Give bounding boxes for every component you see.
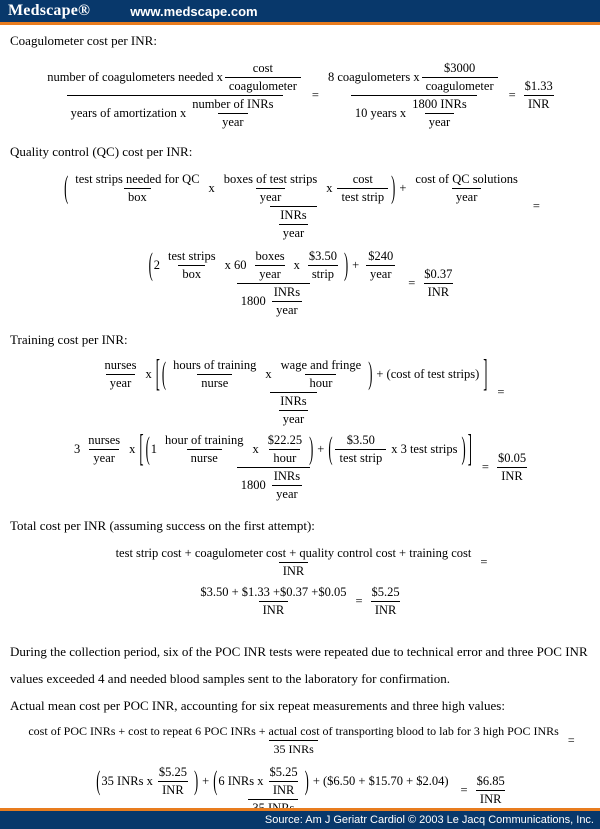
fraction xyxy=(337,172,388,205)
fraction-denominator: year xyxy=(106,374,136,391)
qc-formula-numeric xyxy=(10,249,590,318)
equals-sign: = xyxy=(532,199,540,213)
fraction-numerator: cost xyxy=(352,172,373,186)
fraction-denominator xyxy=(237,467,310,502)
fraction-numerator: $3.50 xyxy=(308,249,337,263)
total-formula-numeric xyxy=(10,585,590,618)
fraction-numerator: cost of QC solutions xyxy=(415,172,518,186)
plus-sign: + xyxy=(352,258,360,272)
fraction xyxy=(266,765,302,798)
result-fraction xyxy=(368,585,404,618)
fraction xyxy=(101,358,141,391)
fraction xyxy=(95,352,493,427)
fraction-denominator: strip xyxy=(308,265,338,282)
footer-bar xyxy=(0,811,600,829)
fraction xyxy=(270,285,304,318)
fraction-denominator: INR xyxy=(524,95,554,112)
fraction-denominator: year xyxy=(366,265,396,282)
heading-total: Total cost per INR (assuming success on the first attempt): xyxy=(10,518,315,533)
times-term: x 3 test strips xyxy=(391,442,458,456)
left-bracket: [ xyxy=(155,352,160,396)
equals-sign: = xyxy=(355,594,363,608)
fraction-numerator: number of INRs xyxy=(192,97,274,111)
fraction-numerator xyxy=(70,427,477,471)
fraction-denominator xyxy=(270,206,316,241)
fraction xyxy=(155,765,191,798)
fraction-denominator: coagulometer xyxy=(422,77,498,94)
fraction-numerator: test strip cost + coagulometer cost + quality control cost + training cost xyxy=(115,546,472,560)
heading-training: Training cost per INR: xyxy=(10,332,128,347)
fraction-denominator: year xyxy=(279,410,309,427)
fraction xyxy=(305,249,341,282)
fraction-numerator: nurses xyxy=(104,358,137,372)
fraction xyxy=(251,249,288,282)
fraction xyxy=(276,394,310,427)
times-sign: x xyxy=(293,258,300,272)
equals-sign: = xyxy=(480,555,488,569)
fraction-numerator: $5.25 xyxy=(269,765,298,779)
coefficient: 1 xyxy=(150,442,157,456)
plus-sign: + xyxy=(202,774,210,788)
fraction-numerator xyxy=(324,61,504,95)
fraction-denominator: year xyxy=(218,113,248,130)
fraction-denominator: year xyxy=(255,265,285,282)
fraction-denominator: INR xyxy=(259,601,289,618)
formula-text: years of amortization x xyxy=(70,106,187,120)
fraction-denominator: year xyxy=(256,188,286,205)
fraction-numerator xyxy=(59,172,528,206)
left-paren: ( xyxy=(148,247,153,283)
source-attribution: Source: Am J Geriatr Cardiol © 2003 Le Jacq Communications, Inc. xyxy=(264,814,594,826)
fraction xyxy=(276,208,310,241)
fraction xyxy=(144,249,404,318)
footer xyxy=(0,808,600,829)
fraction xyxy=(220,172,321,205)
fraction-denominator: year xyxy=(452,188,482,205)
equals-sign: = xyxy=(481,460,489,474)
left-paren: ( xyxy=(328,431,333,467)
fraction-denominator: INR xyxy=(371,601,401,618)
fraction xyxy=(196,585,350,618)
site-url[interactable]: www.medscape.com xyxy=(130,3,258,19)
body-paragraph: During the collection period, six of the POC INR tests were repeated due to technical error and three POC INR values exceeded 4 and needed blood samples sent to the laboratory for confirmation. xyxy=(10,644,588,686)
fraction xyxy=(59,172,528,241)
right-paren: ) xyxy=(368,356,373,392)
left-paren: ( xyxy=(145,431,150,467)
plus-sign: + xyxy=(317,442,325,456)
fraction-denominator: box xyxy=(124,188,151,205)
right-paren: ) xyxy=(304,765,309,797)
fraction-denominator: year xyxy=(89,449,119,466)
result-fraction xyxy=(521,79,557,112)
times-sign: x xyxy=(208,181,215,195)
heading-actual-mean-cost: Actual mean cost per POC INR, accounting for six repeat measurements and three high values: xyxy=(10,698,505,713)
plus-sign: + xyxy=(399,181,407,195)
fraction xyxy=(277,358,366,391)
fraction-numerator: $1.33 xyxy=(524,79,553,93)
fraction-numerator: $0.37 xyxy=(424,267,453,281)
right-paren: ) xyxy=(193,765,199,797)
formula-text: 35 INRs x xyxy=(101,774,153,788)
fraction-numerator: $240 xyxy=(368,249,394,263)
fraction-denominator: nurse xyxy=(187,449,222,466)
equals-sign: = xyxy=(497,385,505,399)
fraction-numerator: wage and fringe xyxy=(280,358,362,372)
fraction xyxy=(112,546,476,579)
fraction-denominator: 35 INRs xyxy=(269,740,317,757)
times-sign: x xyxy=(145,367,152,381)
fraction-numerator: hours of training xyxy=(173,358,257,372)
right-bracket: ] xyxy=(467,427,472,471)
fraction-denominator: INR xyxy=(497,467,527,484)
times-sign: x 60 xyxy=(224,258,247,272)
fraction-numerator xyxy=(144,249,404,283)
right-paren: ) xyxy=(461,431,466,467)
medscape-logo: Medscape® xyxy=(8,2,91,19)
fraction-denominator: INR xyxy=(279,562,309,579)
equals-sign: = xyxy=(460,783,468,797)
plus-term: + ($6.50 + $15.70 + $2.04) xyxy=(312,774,449,788)
fraction-denominator: test strip xyxy=(337,188,388,205)
fraction xyxy=(188,97,277,130)
fraction xyxy=(422,61,498,94)
fraction xyxy=(225,61,301,94)
fraction-numerator: INRs xyxy=(280,208,307,222)
fraction-denominator: INR xyxy=(476,790,506,807)
fraction-denominator: INR xyxy=(424,283,454,300)
fraction-denominator: year xyxy=(272,301,302,318)
coefficient: 1800 xyxy=(240,294,266,308)
fraction-numerator: INRs xyxy=(280,394,307,408)
right-paren: ) xyxy=(344,247,349,283)
equals-sign: = xyxy=(311,88,319,102)
formula-text: 8 coagulometers x xyxy=(327,70,420,84)
coagulometer-formula xyxy=(10,61,590,130)
fraction xyxy=(411,172,521,205)
heading-coagulometer: Coagulometer cost per INR: xyxy=(10,33,157,48)
training-formula-symbolic xyxy=(10,352,590,427)
fraction xyxy=(161,433,247,466)
left-bracket: [ xyxy=(139,427,144,471)
fraction-numerator: INRs xyxy=(273,469,301,483)
actual-formula-symbolic xyxy=(10,724,590,757)
fraction-denominator: year xyxy=(272,485,302,502)
fraction-denominator: year xyxy=(425,113,455,130)
fraction-numerator: INRs xyxy=(273,285,301,299)
fraction xyxy=(43,61,307,130)
fraction xyxy=(84,433,124,466)
right-paren: ) xyxy=(309,431,314,467)
fraction-denominator xyxy=(270,392,316,427)
fraction-denominator: test strip xyxy=(335,449,386,466)
fraction-numerator: $3000 xyxy=(443,61,476,75)
fraction-denominator: year xyxy=(279,224,309,241)
training-formula-numeric xyxy=(10,427,590,502)
left-paren: ( xyxy=(161,356,167,392)
fraction-denominator xyxy=(351,95,477,130)
left-paren: ( xyxy=(213,765,218,797)
fraction-denominator: box xyxy=(178,265,205,282)
result-fraction xyxy=(420,267,456,300)
fraction-numerator: boxes xyxy=(255,249,285,263)
fraction-numerator: $3.50 xyxy=(346,433,375,447)
qc-formula-symbolic xyxy=(10,172,590,241)
fraction-numerator xyxy=(43,61,307,95)
fraction-numerator: $5.25 xyxy=(371,585,400,599)
right-bracket: ] xyxy=(483,352,488,396)
fraction-numerator: $5.25 xyxy=(158,765,187,779)
fraction xyxy=(164,249,220,282)
fraction-denominator: INR xyxy=(158,781,188,798)
equals-sign: = xyxy=(508,88,516,102)
fraction-numerator xyxy=(95,352,493,396)
formula-text: 6 INRs x xyxy=(218,774,264,788)
coefficient: 3 xyxy=(73,442,81,456)
fraction-denominator: hour xyxy=(305,374,336,391)
fraction xyxy=(24,724,563,757)
left-paren: ( xyxy=(96,765,101,797)
fraction-denominator: INR xyxy=(269,781,299,798)
result-fraction xyxy=(473,774,509,807)
plus-term: + (cost of test strips) xyxy=(376,367,480,381)
fraction-denominator: nurse xyxy=(197,374,232,391)
fraction xyxy=(364,249,397,282)
fraction-numerator: test strips xyxy=(168,249,216,263)
fraction-numerator: test strips needed for QC xyxy=(75,172,200,186)
result-fraction xyxy=(494,451,530,484)
fraction-numerator: nurses xyxy=(88,433,121,447)
right-paren: ) xyxy=(391,170,396,206)
heading-qc: Quality control (QC) cost per INR: xyxy=(10,144,193,159)
fraction-denominator xyxy=(67,95,284,130)
fraction-denominator xyxy=(237,283,310,318)
fraction-denominator: hour xyxy=(269,449,300,466)
times-sign: x xyxy=(252,442,259,456)
total-formula-symbolic xyxy=(10,546,590,579)
fraction-numerator: hour of training xyxy=(164,433,244,447)
formula-text: 10 years x xyxy=(354,106,407,120)
fraction xyxy=(335,433,386,466)
fraction-numerator: $22.25 xyxy=(267,433,303,447)
fraction-numerator: cost xyxy=(252,61,273,75)
fraction-numerator xyxy=(91,765,455,799)
formula-text: number of coagulometers needed x xyxy=(47,70,223,84)
fraction xyxy=(70,427,477,502)
coefficient: 2 xyxy=(153,258,160,272)
left-paren: ( xyxy=(64,170,69,206)
fraction-denominator: coagulometer xyxy=(225,77,301,94)
fraction xyxy=(270,469,304,502)
fraction-numerator: $0.05 xyxy=(497,451,527,465)
fraction xyxy=(324,61,504,130)
fraction-numerator: 1800 INRs xyxy=(412,97,467,111)
fraction-numerator: $6.85 xyxy=(476,774,505,788)
times-sign: x xyxy=(326,181,333,195)
fraction xyxy=(408,97,471,130)
times-sign: x xyxy=(265,367,272,381)
fraction xyxy=(71,172,203,205)
fraction-numerator: $3.50 + $1.33 +$0.37 +$0.05 xyxy=(200,585,347,599)
fraction xyxy=(169,358,260,391)
equals-sign: = xyxy=(567,733,575,747)
header-bar xyxy=(0,0,600,22)
fraction-numerator: cost of POC INRs + cost to repeat 6 POC INRs + actual cost of transporting blood to lab for 3 high POC INRs xyxy=(28,724,559,738)
coefficient: 1800 xyxy=(240,478,266,492)
times-sign: x xyxy=(129,442,136,456)
fraction xyxy=(264,433,306,466)
content xyxy=(0,25,600,816)
fraction-numerator: boxes of test strips xyxy=(223,172,318,186)
equals-sign: = xyxy=(408,276,416,290)
